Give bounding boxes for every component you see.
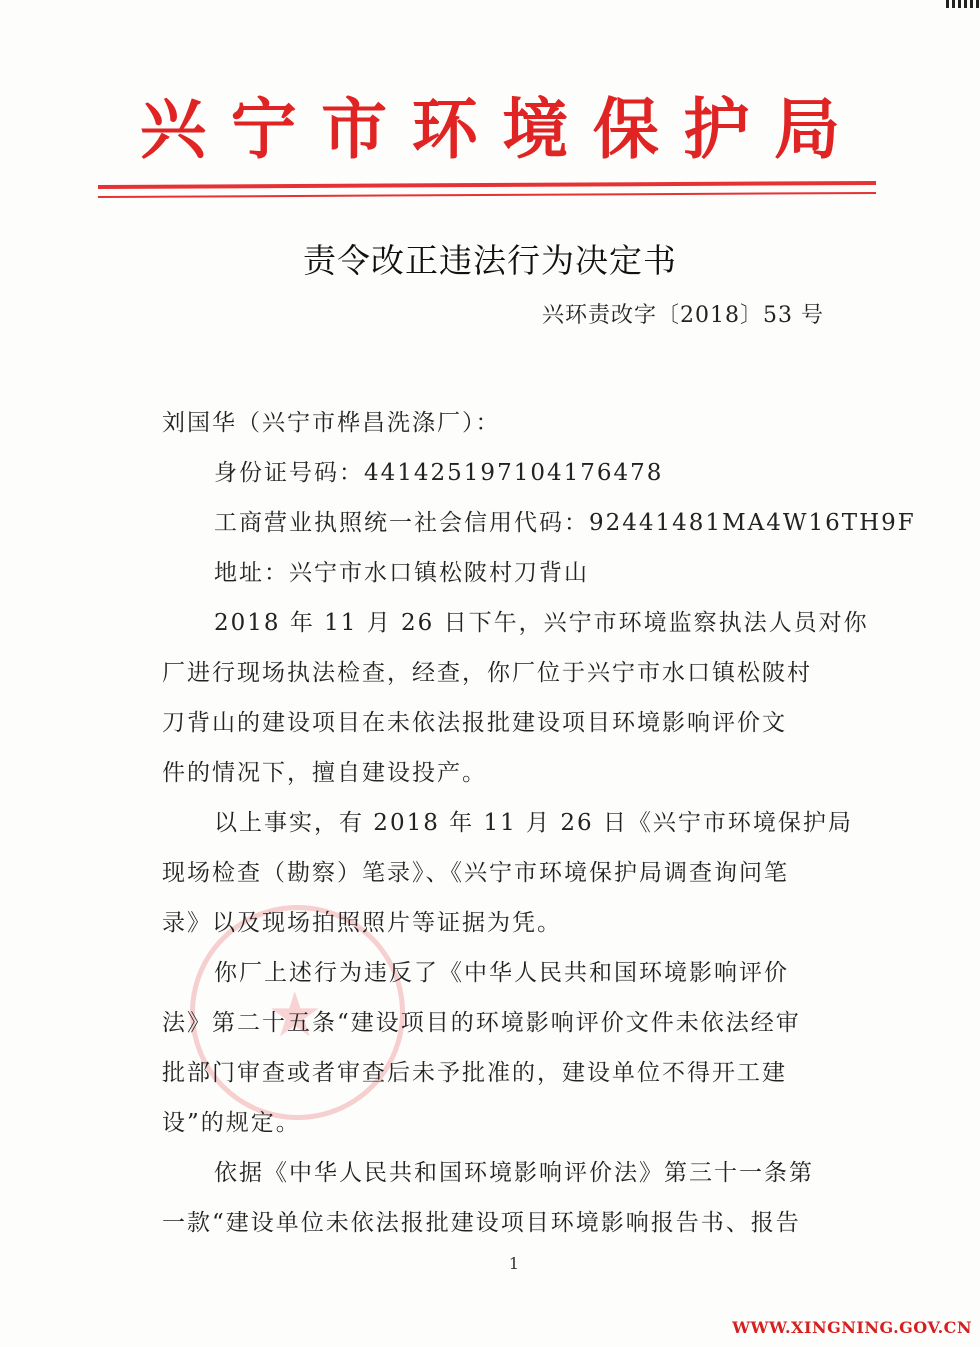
paragraph-line: 批部门审查或者审查后未予批准的，建设单位不得开工建 bbox=[162, 1060, 787, 1086]
paragraph-line: 一款“建设单位未依法报批建设项目环境影响报告书、报告 bbox=[162, 1210, 801, 1236]
agency-char: 局 bbox=[773, 90, 840, 168]
agency-char: 护 bbox=[683, 90, 750, 168]
agency-header bbox=[140, 90, 840, 168]
agency-char: 环 bbox=[411, 90, 478, 168]
page-number: 1 bbox=[508, 1254, 520, 1273]
paragraph-line: 件的情况下，擅自建设投产。 bbox=[162, 760, 487, 786]
paragraph-line: 现场检查（勘察）笔录》、《兴宁市环境保护局调查询问笔 bbox=[162, 860, 789, 886]
paragraph-line: 以上事实，有 2018 年 11 月 26 日《兴宁市环境保护局 bbox=[214, 810, 853, 836]
recipient-line: 刘国华（兴宁市桦昌洗涤厂）： bbox=[162, 410, 501, 436]
paragraph-line: 设”的规定。 bbox=[162, 1110, 301, 1136]
document-title: 责令改正违法行为决定书 bbox=[303, 241, 677, 280]
site-watermark: WWW.XINGNING.GOV.CN bbox=[732, 1318, 972, 1337]
paragraph-line: 2018 年 11 月 26 日下午，兴宁市环境监察执法人员对你 bbox=[214, 610, 869, 636]
agency-char: 兴 bbox=[140, 90, 206, 168]
agency-char: 保 bbox=[592, 90, 659, 168]
paragraph-line: 依据《中华人民共和国环境影响评价法》第三十一条第 bbox=[214, 1160, 814, 1186]
scan-corner-mark bbox=[946, 0, 980, 8]
document-number: 兴环责改字〔2018〕53 号 bbox=[542, 303, 824, 328]
paragraph-line: 厂进行现场执法检查，经查，你厂位于兴宁市水口镇松陂村 bbox=[162, 660, 812, 686]
paragraph-line: 刀背山的建设项目在未依法报批建设项目环境影响评价文 bbox=[162, 710, 787, 736]
agency-char: 宁 bbox=[230, 90, 297, 168]
agency-char: 市 bbox=[321, 90, 388, 168]
paragraph-line: 法》第二十五条“建设项目的环境影响评价文件未依法经审 bbox=[162, 1010, 801, 1036]
document-body bbox=[162, 398, 916, 1248]
paragraph-line: 你厂上述行为违反了《中华人民共和国环境影响评价 bbox=[214, 960, 789, 986]
address-line: 地址：兴宁市水口镇松陂村刀背山 bbox=[214, 560, 589, 586]
agency-char: 境 bbox=[502, 90, 569, 168]
header-rule-thin bbox=[98, 192, 876, 198]
paragraph-line: 录》以及现场拍照照片等证据为凭。 bbox=[162, 910, 562, 936]
credit-code-line: 工商营业执照统一社会信用代码：92441481MA4W16TH9F bbox=[214, 510, 916, 536]
id-number-line: 身份证号码：441425197104176478 bbox=[214, 460, 664, 486]
header-rule-thick bbox=[98, 181, 876, 189]
